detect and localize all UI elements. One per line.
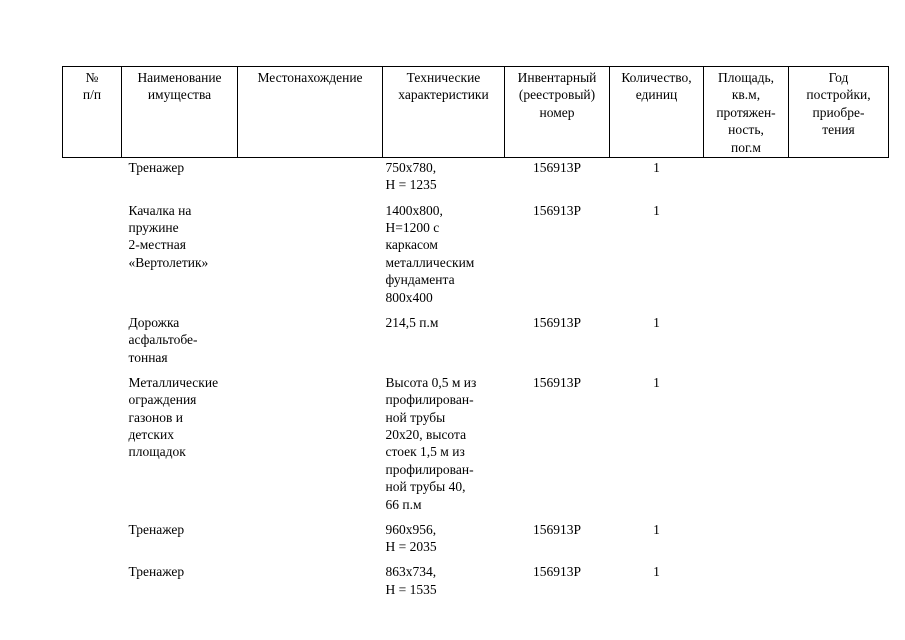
cell-qty xyxy=(610,520,704,563)
cell-inv xyxy=(505,373,610,520)
text-line: Н = 1235 xyxy=(385,177,437,193)
header-name xyxy=(122,67,238,158)
text-line: асфальтобе- xyxy=(128,332,198,348)
text-line: 1 xyxy=(653,374,660,390)
text-line: Качалка на xyxy=(128,202,192,218)
cell-area xyxy=(704,201,789,313)
text-line: профилирован- xyxy=(385,392,474,408)
text-line: ограждения xyxy=(128,392,197,408)
cell-inv xyxy=(505,520,610,563)
text-line: площадок xyxy=(128,444,186,460)
text-line: ной трубы 40, xyxy=(385,479,466,495)
cell-year xyxy=(789,201,889,313)
text-line: 66 п.м xyxy=(385,496,422,512)
text-line: детских xyxy=(128,426,174,442)
text-line: Н = 2035 xyxy=(385,539,437,555)
cell-location xyxy=(238,373,383,520)
table-body xyxy=(63,158,889,599)
cell-name xyxy=(122,373,238,520)
cell-num xyxy=(63,520,122,563)
cell-name xyxy=(122,313,238,373)
text-line: 2-местная xyxy=(128,237,186,253)
text-line: 156913Р xyxy=(532,314,581,330)
text-line: металлическим xyxy=(385,254,475,270)
cell-qty xyxy=(610,373,704,520)
text-line: 750х780, xyxy=(385,160,437,176)
cell-name xyxy=(122,520,238,563)
text-line: Площадь, xyxy=(717,70,775,85)
cell-area xyxy=(704,313,789,373)
text-line: 20х20, высота xyxy=(385,426,467,442)
property-table xyxy=(62,66,889,598)
text-line: постройки, xyxy=(806,87,871,103)
text-line: 800х400 xyxy=(385,289,433,305)
header-qty xyxy=(610,67,704,158)
text-line: 156913Р xyxy=(532,374,581,390)
text-line: характеристики xyxy=(398,87,489,103)
text-line: тонная xyxy=(128,349,168,365)
cell-qty xyxy=(610,562,704,598)
text-line: имущества xyxy=(147,87,212,103)
text-line: 960х956, xyxy=(385,521,437,537)
cell-tech xyxy=(383,373,505,520)
cell-name xyxy=(122,158,238,201)
text-line: Инвентарный xyxy=(517,70,597,85)
text-line: приобре- xyxy=(812,104,865,120)
header-inv xyxy=(505,67,610,158)
header-area xyxy=(704,67,789,158)
text-line: 156913Р xyxy=(532,202,581,218)
cell-year xyxy=(789,373,889,520)
cell-year xyxy=(789,158,889,201)
cell-qty xyxy=(610,158,704,201)
cell-tech xyxy=(383,313,505,373)
text-line: 156913Р xyxy=(532,521,581,537)
text-line: кв.м, xyxy=(731,87,761,103)
text-line: Тренажер xyxy=(128,564,185,580)
text-line: Тренажер xyxy=(128,521,185,537)
cell-location xyxy=(238,313,383,373)
cell-area xyxy=(704,562,789,598)
cell-location xyxy=(238,158,383,201)
cell-year xyxy=(789,313,889,373)
text-line: (реестровый) xyxy=(518,87,596,103)
cell-area xyxy=(704,373,789,520)
text-line: фундамента xyxy=(385,272,455,288)
table-row xyxy=(63,158,889,201)
cell-location xyxy=(238,520,383,563)
cell-num xyxy=(63,562,122,598)
text-line: Н = 1535 xyxy=(385,581,437,597)
text-line: номер xyxy=(539,104,575,120)
cell-qty xyxy=(610,201,704,313)
text-line: 1 xyxy=(653,160,660,176)
text-line: стоек 1,5 м из xyxy=(385,444,465,460)
text-line: ной трубы xyxy=(385,409,446,425)
cell-area xyxy=(704,158,789,201)
cell-inv xyxy=(505,313,610,373)
header-year xyxy=(789,67,889,158)
text-line: Количество, xyxy=(621,70,692,85)
table-row xyxy=(63,201,889,313)
table-header-row xyxy=(63,67,889,158)
cell-inv xyxy=(505,562,610,598)
text-line: 863х734, xyxy=(385,564,437,580)
text-line: 1 xyxy=(653,521,660,537)
text-line: п/п xyxy=(82,87,102,103)
text-line: 1 xyxy=(653,564,660,580)
text-line: пог.м xyxy=(731,139,761,155)
cell-num xyxy=(63,201,122,313)
text-line: тения xyxy=(822,122,855,138)
text-line: Тренажер xyxy=(128,160,185,176)
text-line: Год xyxy=(828,70,849,85)
cell-inv xyxy=(505,158,610,201)
text-line: Металлические xyxy=(128,374,219,390)
text-line: 1400х800, xyxy=(385,202,443,218)
text-line: «Вертолетик» xyxy=(128,254,209,270)
cell-area xyxy=(704,520,789,563)
cell-name xyxy=(122,201,238,313)
text-line: 214,5 п.м xyxy=(385,314,439,330)
text-line: 1 xyxy=(653,314,660,330)
cell-location xyxy=(238,562,383,598)
cell-num xyxy=(63,158,122,201)
cell-tech xyxy=(383,562,505,598)
text-line: Местонахождение xyxy=(257,70,363,85)
table-row xyxy=(63,562,889,598)
cell-tech xyxy=(383,520,505,563)
cell-year xyxy=(789,520,889,563)
text-line: Дорожка xyxy=(128,314,180,330)
cell-name xyxy=(122,562,238,598)
cell-year xyxy=(789,562,889,598)
text-line: каркасом xyxy=(385,237,438,253)
text-line: 1 xyxy=(653,202,660,218)
header-location xyxy=(238,67,383,158)
text-line: профилирован- xyxy=(385,461,474,477)
cell-tech xyxy=(383,158,505,201)
cell-tech xyxy=(383,201,505,313)
cell-qty xyxy=(610,313,704,373)
text-line: 156913Р xyxy=(532,160,581,176)
table-row xyxy=(63,313,889,373)
text-line: единиц xyxy=(635,87,678,103)
cell-num xyxy=(63,313,122,373)
text-line: Технические xyxy=(406,70,481,85)
header-num xyxy=(63,67,122,158)
cell-location xyxy=(238,201,383,313)
cell-inv xyxy=(505,201,610,313)
text-line: протяжен- xyxy=(716,104,776,120)
table-row xyxy=(63,373,889,520)
cell-num xyxy=(63,373,122,520)
text-line: ность, xyxy=(728,122,764,138)
header-tech xyxy=(383,67,505,158)
table-row xyxy=(63,520,889,563)
text-line: Н=1200 с xyxy=(385,220,440,235)
text-line: газонов и xyxy=(128,409,183,425)
text-line: Высота 0,5 м из xyxy=(385,374,477,390)
text-line: 156913Р xyxy=(532,564,581,580)
text-line: Наименование xyxy=(137,70,222,85)
text-line: № xyxy=(85,70,99,85)
text-line: пружине xyxy=(128,220,179,235)
